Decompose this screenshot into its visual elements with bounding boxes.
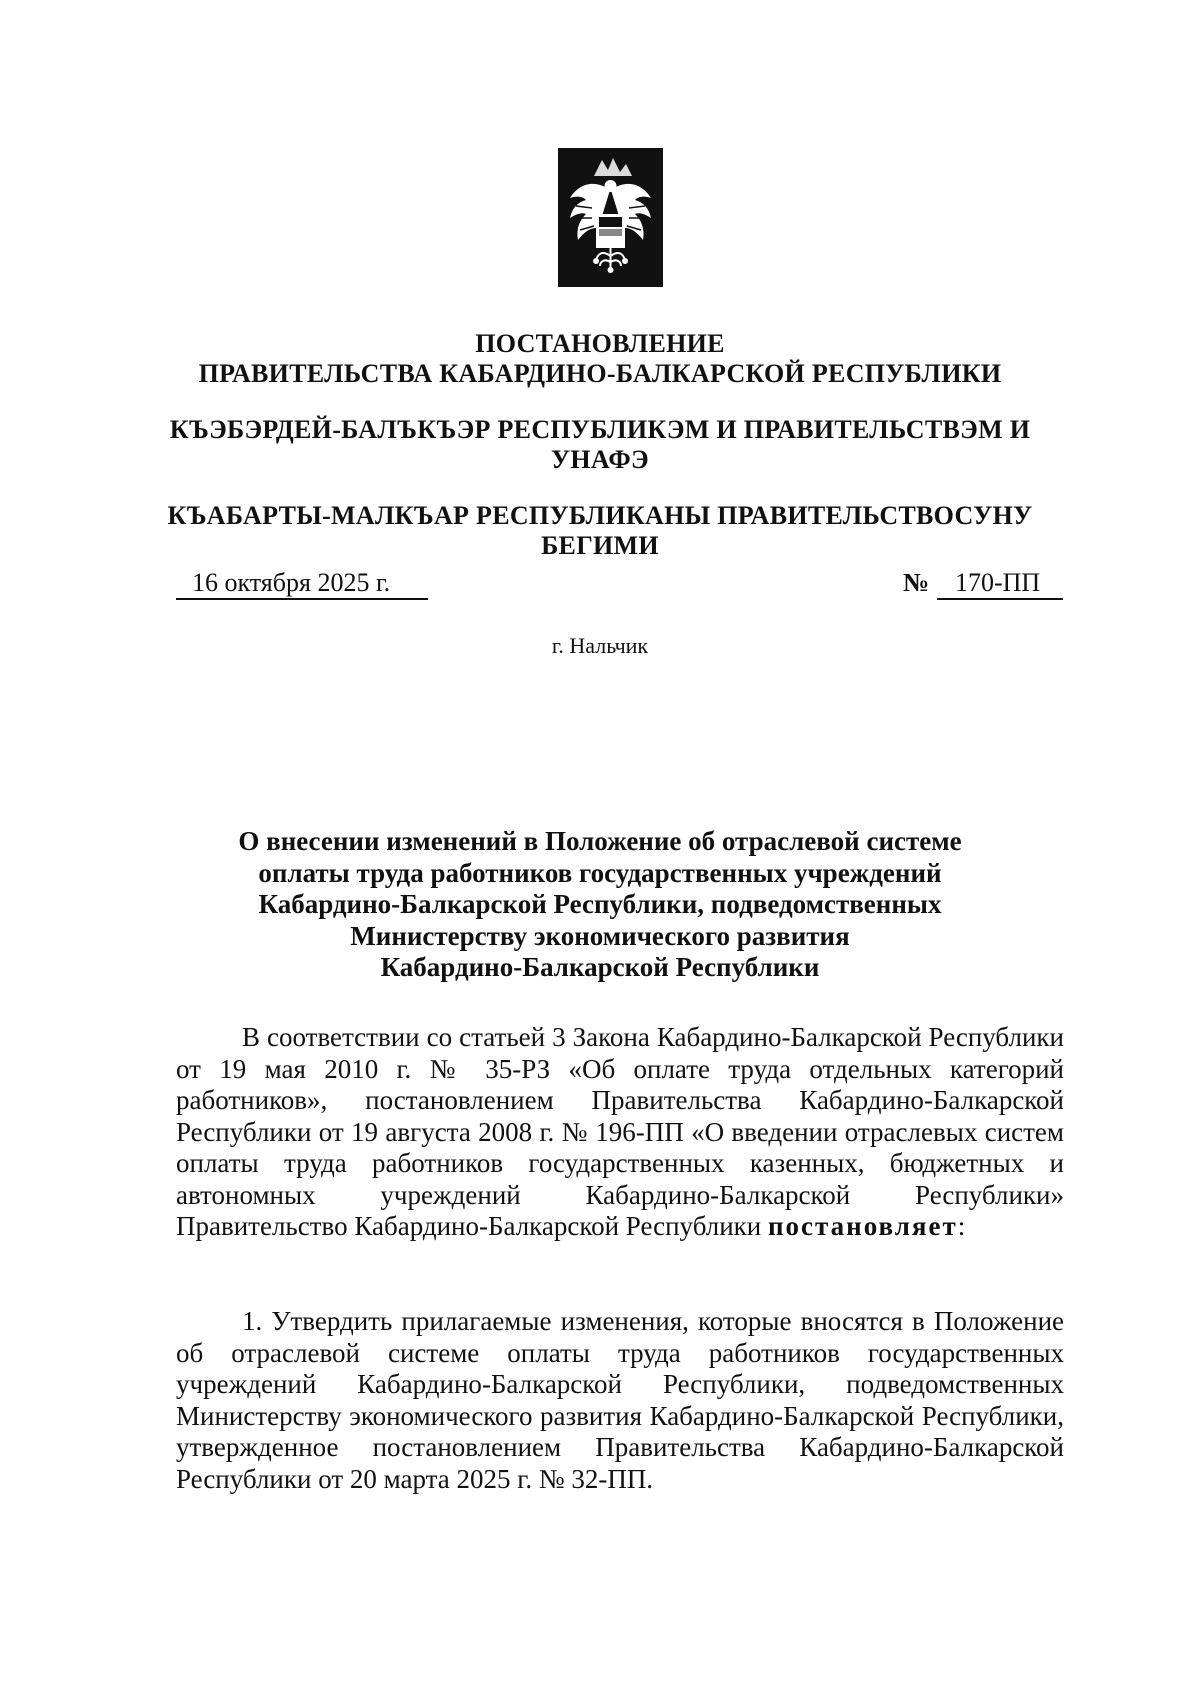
number-value: 170-ПП bbox=[937, 568, 1063, 600]
title-line: Кабардино-Балкарской Республики, подведомственных bbox=[258, 889, 942, 919]
document-number bbox=[903, 568, 1063, 600]
issuer-heading: ПРАВИТЕЛЬСТВА КАБАРДИНО-БАЛКАРСКОЙ РЕСПУБЛИКИ bbox=[198, 359, 1002, 388]
city: г. Нальчик bbox=[551, 633, 649, 658]
resolves-word: постановляет bbox=[768, 1211, 958, 1241]
doc-type-heading: ПОСТАНОВЛЕНИЕ bbox=[475, 329, 725, 358]
preamble-text: В соответствии со статьей 3 Закона Кабардино-Балкарской Республики от 19 мая 2010 г. № 35-РЗ «Об оплате труда отдельных категорий работников», постановлением Правительства Кабардино-Балкарской Республики от 19 августа 2008 г. № 196-ПП «О введении отраслевых систем оплаты труда работников государственных казенных, бюджетных и автономных учреждений Кабардино-Балкарской Республики» Правительство Кабардино-Балкарской Республики bbox=[176, 1022, 1064, 1241]
issuer-heading-balkar-line2: БЕГИМИ bbox=[541, 531, 659, 560]
colon: : bbox=[957, 1211, 966, 1241]
issuer-heading-kabardian-line2: УНАФЭ bbox=[551, 445, 649, 474]
coat-of-arms-emblem bbox=[556, 146, 665, 289]
item-1-text: 1. Утвердить прилагаемые изменения, которые вносятся в Положение об отраслевой системе оплаты труда работников государственных учреждений Кабардино-Балкарской Республики, подведомственных Министерству экономического развития Кабардино-Балкарской Республики, утвержденное постановлением Правительства Кабардино-Балкарской Республики от 20 марта 2025 г. № 32-ПП. bbox=[176, 1306, 1064, 1494]
title-line: О внесении изменений в Положение об отраслевой системе bbox=[238, 826, 962, 856]
number-sign: № bbox=[903, 568, 930, 597]
issuer-heading-balkar-line1: КЪАБАРТЫ-МАЛКЪАР РЕСПУБЛИКАНЫ ПРАВИТЕЛЬСТВОСУНУ bbox=[167, 501, 1033, 530]
title-line: Кабардино-Балкарской Республики bbox=[380, 952, 820, 982]
title-line: оплаты труда работников государственных учреждений bbox=[258, 857, 942, 888]
preamble-paragraph bbox=[176, 1022, 1064, 1243]
item-1-paragraph bbox=[176, 1306, 1064, 1495]
document-title bbox=[200, 826, 1000, 984]
kbr-coat-of-arms-icon bbox=[556, 146, 665, 289]
document-date: 16 октября 2025 г. bbox=[176, 568, 428, 600]
title-line: Министерству экономического развития bbox=[350, 920, 850, 951]
issuer-heading-kabardian-line1: КЪЭБЭРДЕЙ-БАЛЪКЪЭР РЕСПУБЛИКЭМ И ПРАВИТЕЛЬСТВЭМ И bbox=[169, 415, 1031, 444]
